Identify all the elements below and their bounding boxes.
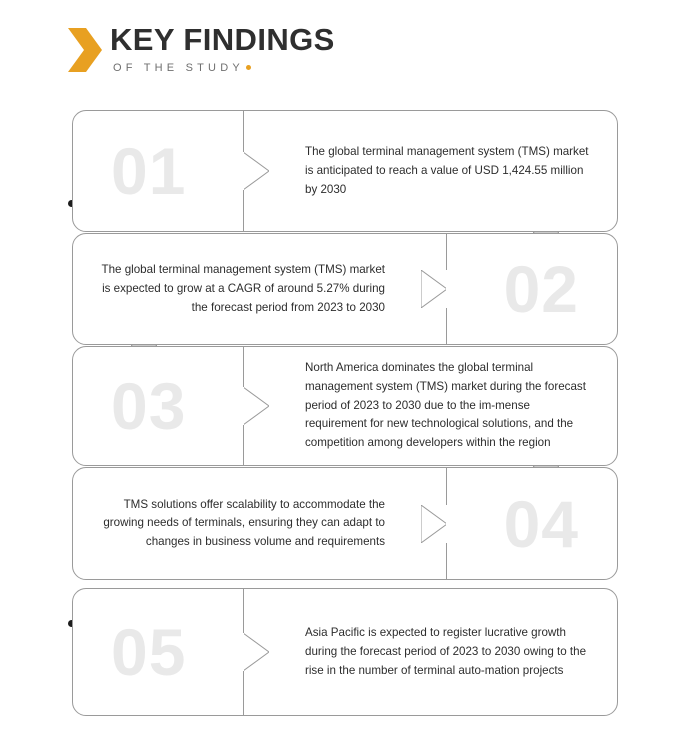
finding-row-5 xyxy=(72,588,618,716)
finding-text-4: TMS solutions offer scalability to accommodate the growing needs of terminals, ensuring they can adapt to changes in business volume and requirements xyxy=(103,497,385,548)
chevron-right-notch-icon xyxy=(243,152,269,190)
finding-number-1: 01 xyxy=(111,134,187,208)
finding-text-5: Asia Pacific is expected to register lucrative growth during the forecast period of 2023 to 2030 owing to the rise in the number of terminal auto-mation projects xyxy=(305,625,587,677)
finding-row-2 xyxy=(72,233,618,345)
finding-row-3 xyxy=(72,346,618,466)
finding-row-1 xyxy=(72,110,618,232)
finding-number-4: 04 xyxy=(503,486,579,561)
key-findings-diagram xyxy=(0,100,690,730)
finding-number-5: 05 xyxy=(111,615,187,689)
chevron-right-icon xyxy=(68,28,102,72)
chevron-right-notch-icon xyxy=(421,505,447,543)
finding-number-2: 02 xyxy=(503,252,579,326)
chevron-right-notch-icon xyxy=(243,633,269,671)
page-header xyxy=(68,24,335,74)
page-subtitle-text: OF THE STUDY xyxy=(113,61,244,74)
page-subtitle xyxy=(113,62,335,74)
header-text-block xyxy=(110,24,335,74)
finding-row-4 xyxy=(72,467,618,580)
finding-text-2: The global terminal management system (TMS) market is expected to grow at a CAGR of around 5.27% during the forecast period from 2023 to 2030 xyxy=(101,262,385,314)
chevron-right-notch-icon xyxy=(243,387,269,425)
finding-text-3: North America dominates the global terminal management system (TMS) market during the forecast period of 2023 to 2030 due to the im-mense requirement for new technological solutions, and the competition among developers within the region xyxy=(305,361,586,450)
accent-dot-icon xyxy=(246,65,251,70)
chevron-right-notch-icon xyxy=(421,270,447,308)
page-title: KEY FINDINGS xyxy=(110,22,335,57)
finding-number-3: 03 xyxy=(111,369,187,443)
finding-text-1: The global terminal management system (TMS) market is anticipated to reach a value of USD 1,424.55 million by 2030 xyxy=(305,144,589,196)
